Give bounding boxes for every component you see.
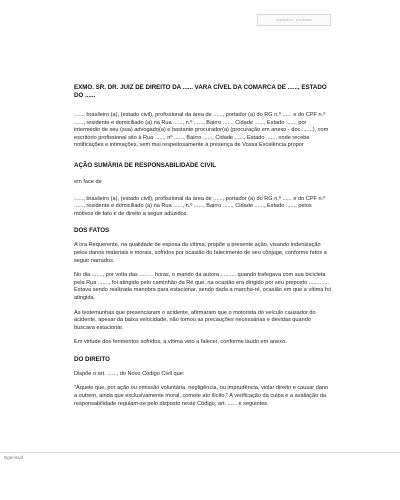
facts-paragraph-3: As testemunhas que presenciaram o acidente, afirmaram que o motorista do veículo causador do acidente, apesar da baixa velocidade, não tomou as precauções necessárias e devidas quando buscava estacionar. — [74, 309, 316, 331]
law-heading: DO DIREITO — [74, 355, 110, 363]
plaintiff-paragraph: ......, brasileiro (a), (estado civil), profissional da área de ......, portador (a) do RG n.º ...... e do CPF n.º ......, residente e domiciliado (a) na Rua ......, n.º ......, Bairro ......, Cidade ......, Estado ......, por intermédio de seu (sua) advogado(a) e bastante procurador(a) (procuração em anexo - doc. ......), com escritório profissional sito à Rua ......, nº ......, Bairro ......, Cidade ......, Estado ......, onde recebe notificações e intimações, vem mui respeitosamente à presença de Vossa Excelência propor — [74, 112, 329, 149]
action-title: AÇÃO SUMÁRIA DE RESPONSABILIDADE CIVIL — [74, 161, 217, 169]
document-title: EXMO. SR. DR. JUIZ DE DIREITO DA ...... VARA CÍVEL DA COMARCA DE ......, ESTADO DO ...... — [74, 84, 327, 99]
footer-label: Ngenisud — [4, 455, 24, 460]
facts-paragraph-1: A ora Requerente, na qualidade de esposa da vítima, propõe a presente ação, visando indenização pelos danos materiais e morais, sofridos por ocasião do falecimento de seu cônjuge, conforme fatos a seguir narrados. — [74, 242, 327, 264]
footer-bar — [0, 453, 400, 500]
facts-paragraph-4: Em virtude dos ferimentos sofridos, a vítima veio a falecer, conforme laudo em anexo. — [74, 339, 287, 346]
header-stamp: application · procedure — [257, 14, 331, 26]
document-body — [74, 84, 332, 408]
facts-paragraph-2: No dia ......., por volta das ......... horas, o marido da autora .......... quando trafegava com sua bicicleta pela Rua ......., foi atingido pelo caminhão da Ré que, na ocasião era dirigido por seu preposto ............. Estava sendo realizada manobra para estacionar, sendo dada a marcha-ré, ocasião em que a vítima foi atingida. — [74, 272, 331, 301]
law-paragraph-1: Dispõe o art. ......, do Novo Código Civil que: — [74, 370, 185, 377]
law-quote: "Aquele que, por ação ou omissão voluntária, negligência, ou imprudência, violar direito e causar dano a outrem, ainda que exclusivamente moral, comete ato ilícito." A verificação da culpa e a avaliação da responsabilidade regulam-se pelo disposto neste Código, art. ...... e seguintes. — [74, 385, 329, 407]
facts-heading: DOS FATOS — [74, 227, 110, 235]
defendant-paragraph: ......, brasileiro (a), (estado civil), profissional da área de ......, portador (a) do RG n.º ...... e do CPF n.º ......, residente e domiciliado (a) na Rua ......, n.º ......, Bairro ......, Cidade ......, Estado ......, pelos motivos de fato e de direito a seguir aduzidos. — [74, 195, 326, 217]
against-label: em face de — [74, 178, 102, 185]
